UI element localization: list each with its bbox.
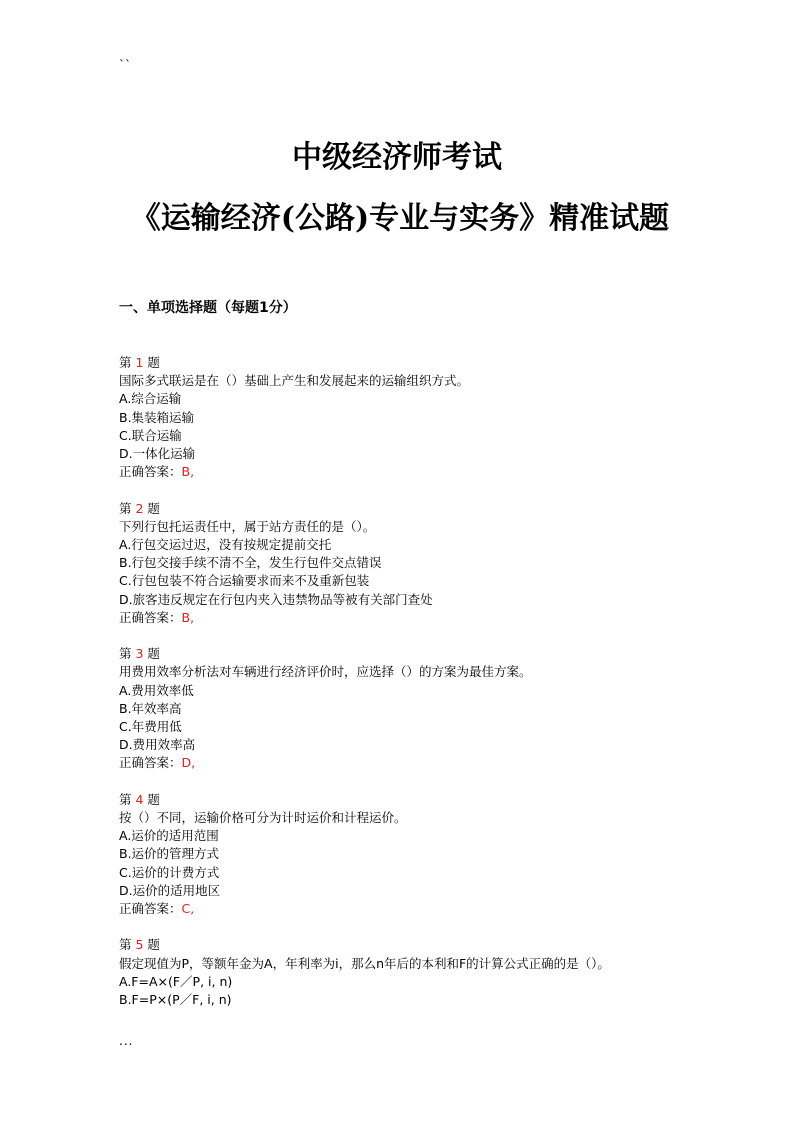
question-text: 用费用效率分析法对车辆进行经济评价时，应选择（）的方案为最佳方案。 xyxy=(119,664,532,680)
question-option: B.运价的管理方式 xyxy=(119,846,220,862)
question-number: 第 5 题 xyxy=(119,937,160,953)
question-option: A.F=A×(F／P, i, n) xyxy=(119,973,233,989)
question-option: B.F=P×(P／F, i, n) xyxy=(119,992,232,1008)
question-number: 第 1 题 xyxy=(119,355,160,370)
question-item xyxy=(119,936,679,1009)
question-item xyxy=(119,645,679,772)
section-heading: 一、单项选择题（每题1分） xyxy=(119,300,297,316)
question-option: B.行包交接手续不清不全，发生行包件交点错误 xyxy=(119,555,382,571)
document-subtitle: 《运输经济(公路)专业与实务》精准试题 xyxy=(130,201,670,236)
question-list xyxy=(119,354,679,1009)
header-mark: `` xyxy=(119,58,131,72)
document-title: 中级经济师考试 xyxy=(292,140,502,175)
question-text: 国际多式联运是在（）基础上产生和发展起来的运输组织方式。 xyxy=(119,373,470,389)
footer-mark: ... xyxy=(119,1034,134,1048)
question-item xyxy=(119,500,679,627)
correct-answer: 正确答案：C, xyxy=(119,901,195,917)
question-option: A.运价的适用范围 xyxy=(119,828,219,844)
question-option: A.综合运输 xyxy=(119,391,182,407)
question-option: C.联合运输 xyxy=(119,427,182,443)
correct-answer: 正确答案：D, xyxy=(119,755,196,771)
question-option: B.年效率高 xyxy=(119,700,182,716)
question-option: C.年费用低 xyxy=(119,719,182,735)
correct-answer: 正确答案：B, xyxy=(119,609,195,625)
correct-answer: 正确答案：B, xyxy=(119,464,195,480)
question-text: 按（）不同，运输价格可分为计时运价和计程运价。 xyxy=(119,810,407,826)
question-number: 第 2 题 xyxy=(119,500,160,516)
question-option: A.行包交运过迟，没有按规定提前交托 xyxy=(119,537,332,553)
question-option: D.旅客违反规定在行包内夹入违禁物品等被有关部门查处 xyxy=(119,591,433,607)
question-text: 下列行包托运责任中，属于站方责任的是（）。 xyxy=(119,518,376,534)
question-number: 第 3 题 xyxy=(119,646,160,662)
question-option: D.费用效率高 xyxy=(119,737,196,753)
question-item xyxy=(119,791,679,918)
question-number: 第 4 题 xyxy=(119,791,160,807)
question-option: B.集装箱运输 xyxy=(119,409,195,425)
question-option: D.运价的适用地区 xyxy=(119,882,221,898)
question-item xyxy=(119,354,679,481)
question-option: D.一体化运输 xyxy=(119,446,196,462)
question-option: C.运价的计费方式 xyxy=(119,864,220,880)
question-text: 假定现值为P，等额年金为A，年利率为i，那么n年后的本利和F的计算公式正确的是（）。 xyxy=(119,955,610,971)
question-option: A.费用效率低 xyxy=(119,682,194,698)
question-option: C.行包包装不符合运输要求而来不及重新包装 xyxy=(119,573,370,589)
